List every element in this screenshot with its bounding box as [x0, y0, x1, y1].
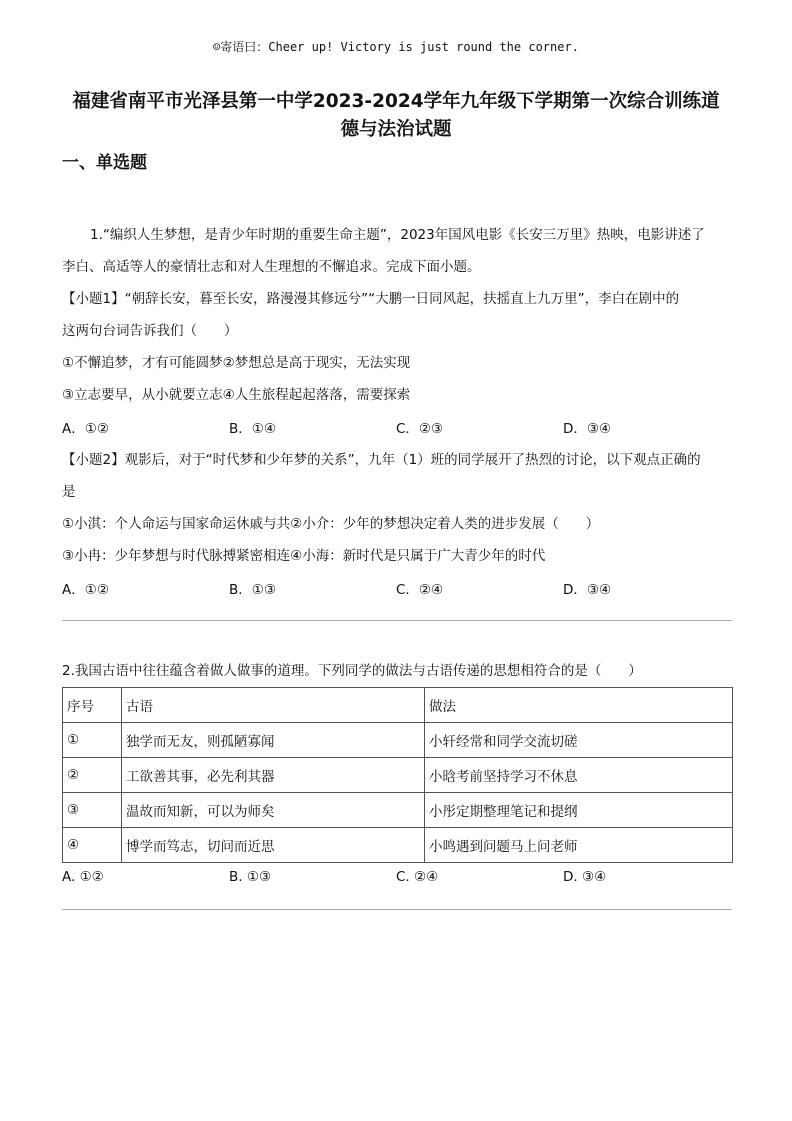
q2-options — [62, 869, 734, 889]
motto-header: ☺寄语曰：Cheer up! Victory is just round the corner. — [213, 40, 579, 54]
table-cell: 博学而笃志，切问而近思 — [122, 828, 425, 863]
q1-sub2-line-1: 【小题2】观影后，对于“时代梦和少年梦的关系”，九年（1）班的同学展开了热烈的讨论，以下观点正确的 — [62, 452, 701, 468]
table-row — [63, 793, 733, 828]
option-c[interactable]: C．②③ — [396, 421, 444, 437]
option-d[interactable]: D．③④ — [563, 421, 612, 437]
divider — [62, 620, 732, 621]
table-row — [63, 828, 733, 863]
header-cell: 做法 — [425, 688, 733, 723]
header-cell: 序号 — [63, 688, 122, 723]
q1-stem-line-2: 李白、高适等人的豪情壮志和对人生理想的不懈追求。完成下面小题。 — [62, 259, 481, 275]
option-c[interactable]: C．②④ — [396, 582, 444, 598]
q1-sub1-line-1: 【小题1】“朝辞长安，暮至长安，路漫漫其修远兮”“大鹏一日同风起，扶摇直上九万里”，李白在剧中的 — [62, 291, 680, 307]
header-cell: 古语 — [122, 688, 425, 723]
section-title: 一、单选题 — [62, 153, 147, 173]
table-cell: 小鸣遇到问题马上问老师 — [425, 828, 733, 863]
option-b[interactable]: B．①④ — [229, 421, 276, 437]
option-d[interactable]: D. ③④ — [563, 869, 607, 885]
table-cell: ② — [63, 758, 122, 793]
option-d[interactable]: D．③④ — [563, 582, 612, 598]
table-cell: ① — [63, 723, 122, 758]
table-header-row — [63, 688, 733, 723]
page-title — [40, 88, 752, 144]
divider — [62, 909, 732, 910]
q1-sub1-statement-1: ①不懈追梦，才有可能圆梦②梦想总是高于现实，无法实现 — [62, 355, 411, 371]
table-row — [63, 723, 733, 758]
title-line-1: 福建省南平市光泽县第一中学2023-2024学年九年级下学期第一次综合训练道 — [72, 91, 720, 112]
option-a[interactable]: A. ①② — [62, 869, 104, 885]
table-cell: 小晗考前坚持学习不休息 — [425, 758, 733, 793]
q1-sub1-line-2: 这两句台词告诉我们（ ） — [62, 323, 238, 339]
table-cell: ④ — [63, 828, 122, 863]
table-cell: 独学而无友，则孤陋寡闻 — [122, 723, 425, 758]
q1-sub1-statement-2: ③立志要早，从小就要立志④人生旅程起起落落，需要探索 — [62, 387, 411, 403]
table-row — [63, 758, 733, 793]
q1-sub2-statement-1: ①小淇：个人命运与国家命运休戚与共②小介：少年的梦想决定着人类的进步发展（ ） — [62, 516, 600, 532]
table-cell: ③ — [63, 793, 122, 828]
q1-sub2-line-2: 是 — [62, 484, 76, 500]
q1-sub2-statement-2: ③小冉：少年梦想与时代脉搏紧密相连④小海：新时代是只属于广大青少年的时代 — [62, 548, 546, 564]
option-b[interactable]: B. ①③ — [229, 869, 272, 885]
option-a[interactable]: A．①② — [62, 582, 109, 598]
q2-stem: 2.我国古语中往往蕴含着做人做事的道理。下列同学的做法与古语传递的思想相符合的是（ ） — [62, 663, 642, 679]
title-line-2: 德与法治试题 — [340, 119, 452, 140]
q1-sub1-options — [62, 417, 734, 437]
table-cell: 小轩经常和同学交流切磋 — [425, 723, 733, 758]
q2-table — [62, 687, 733, 863]
option-c[interactable]: C. ②④ — [396, 869, 439, 885]
q1-stem-line-1: 1.“编织人生梦想，是青少年时期的重要生命主题”，2023年国风电影《长安三万里》热映，电影讲述了 — [90, 227, 705, 243]
option-b[interactable]: B．①③ — [229, 582, 276, 598]
table-cell: 温故而知新，可以为师矣 — [122, 793, 425, 828]
table-cell: 小彤定期整理笔记和提纲 — [425, 793, 733, 828]
table-cell: 工欲善其事，必先利其器 — [122, 758, 425, 793]
option-a[interactable]: A．①② — [62, 421, 109, 437]
q1-sub2-options — [62, 578, 734, 598]
